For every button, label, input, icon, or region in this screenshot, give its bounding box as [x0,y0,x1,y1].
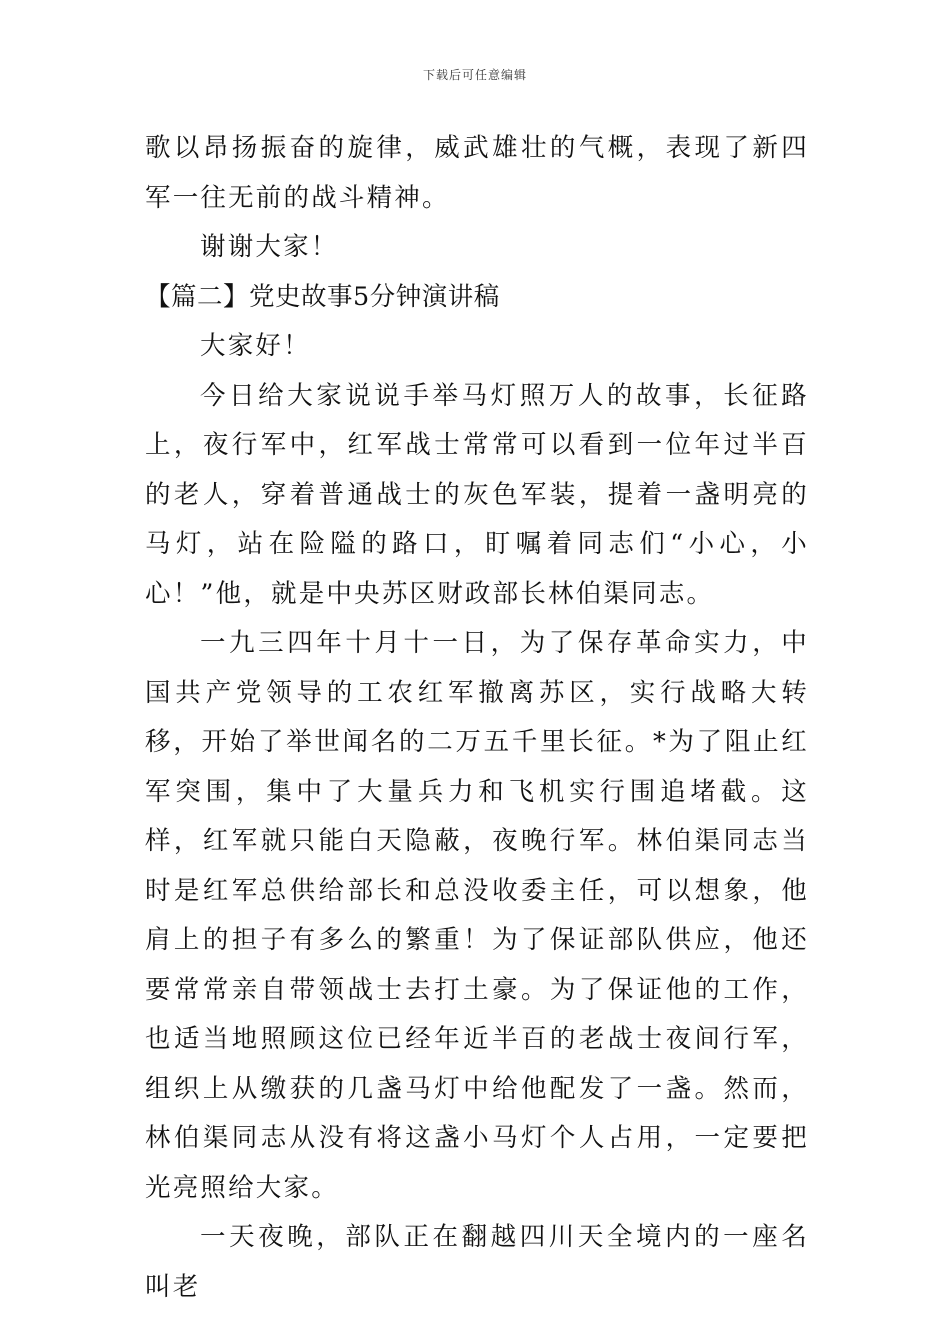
document-body [145,124,809,1312]
paragraph-story-intro: 今日给大家说说手举马灯照万人的故事，长征路上，夜行军中，红军战士常常可以看到一位年过半百的老人，穿着普通战士的灰色军装，提着一盏明亮的马灯，站在险隘的路口，盯嘱着同志们“小心，小心！”他，就是中央苏区财政部长林伯渠同志。 [145,380,809,609]
page-header-note: 下载后可任意编辑 [422,68,527,82]
paragraph-long-march: 一九三四年十月十一日，为了保存革命实力，中国共产党领导的工农红军撤离苏区，实行战略大转移，开始了举世闻名的二万五千里长征。*为了阻止红军突围，集中了大量兵力和飞机实行围追堵截。这样，红军就只能白天隐蔽，夜晚行军。林伯渠同志当时是红军总供给部长和总没收委主任，可以想象，他肩上的担子有多么的繁重！为了保证部队供应，他还要常常亲自带领战士去打土豪。为了保证他的工作，也适当地照顾这位已经年近半百的老战士夜间行军，组织上从缴获的几盏马灯中给他配发了一盏。然而，林伯渠同志从没有将这盏小马灯个人占用，一定要把光亮照给大家。 [145,628,809,1203]
section-heading-part-two: 【篇二】党史故事5分钟演讲稿 [145,281,500,312]
paragraph-song-description: 歌以昂扬振奋的旋律，威武雄壮的气概，表现了新四军一往无前的战斗精神。 [145,133,809,213]
paragraph-one-night: 一天夜晚，部队正在翻越四川天全境内的一座名叫老 [145,1222,809,1302]
paragraph-greeting: 大家好！ [200,331,311,361]
paragraph-thanks: 谢谢大家！ [200,232,339,262]
